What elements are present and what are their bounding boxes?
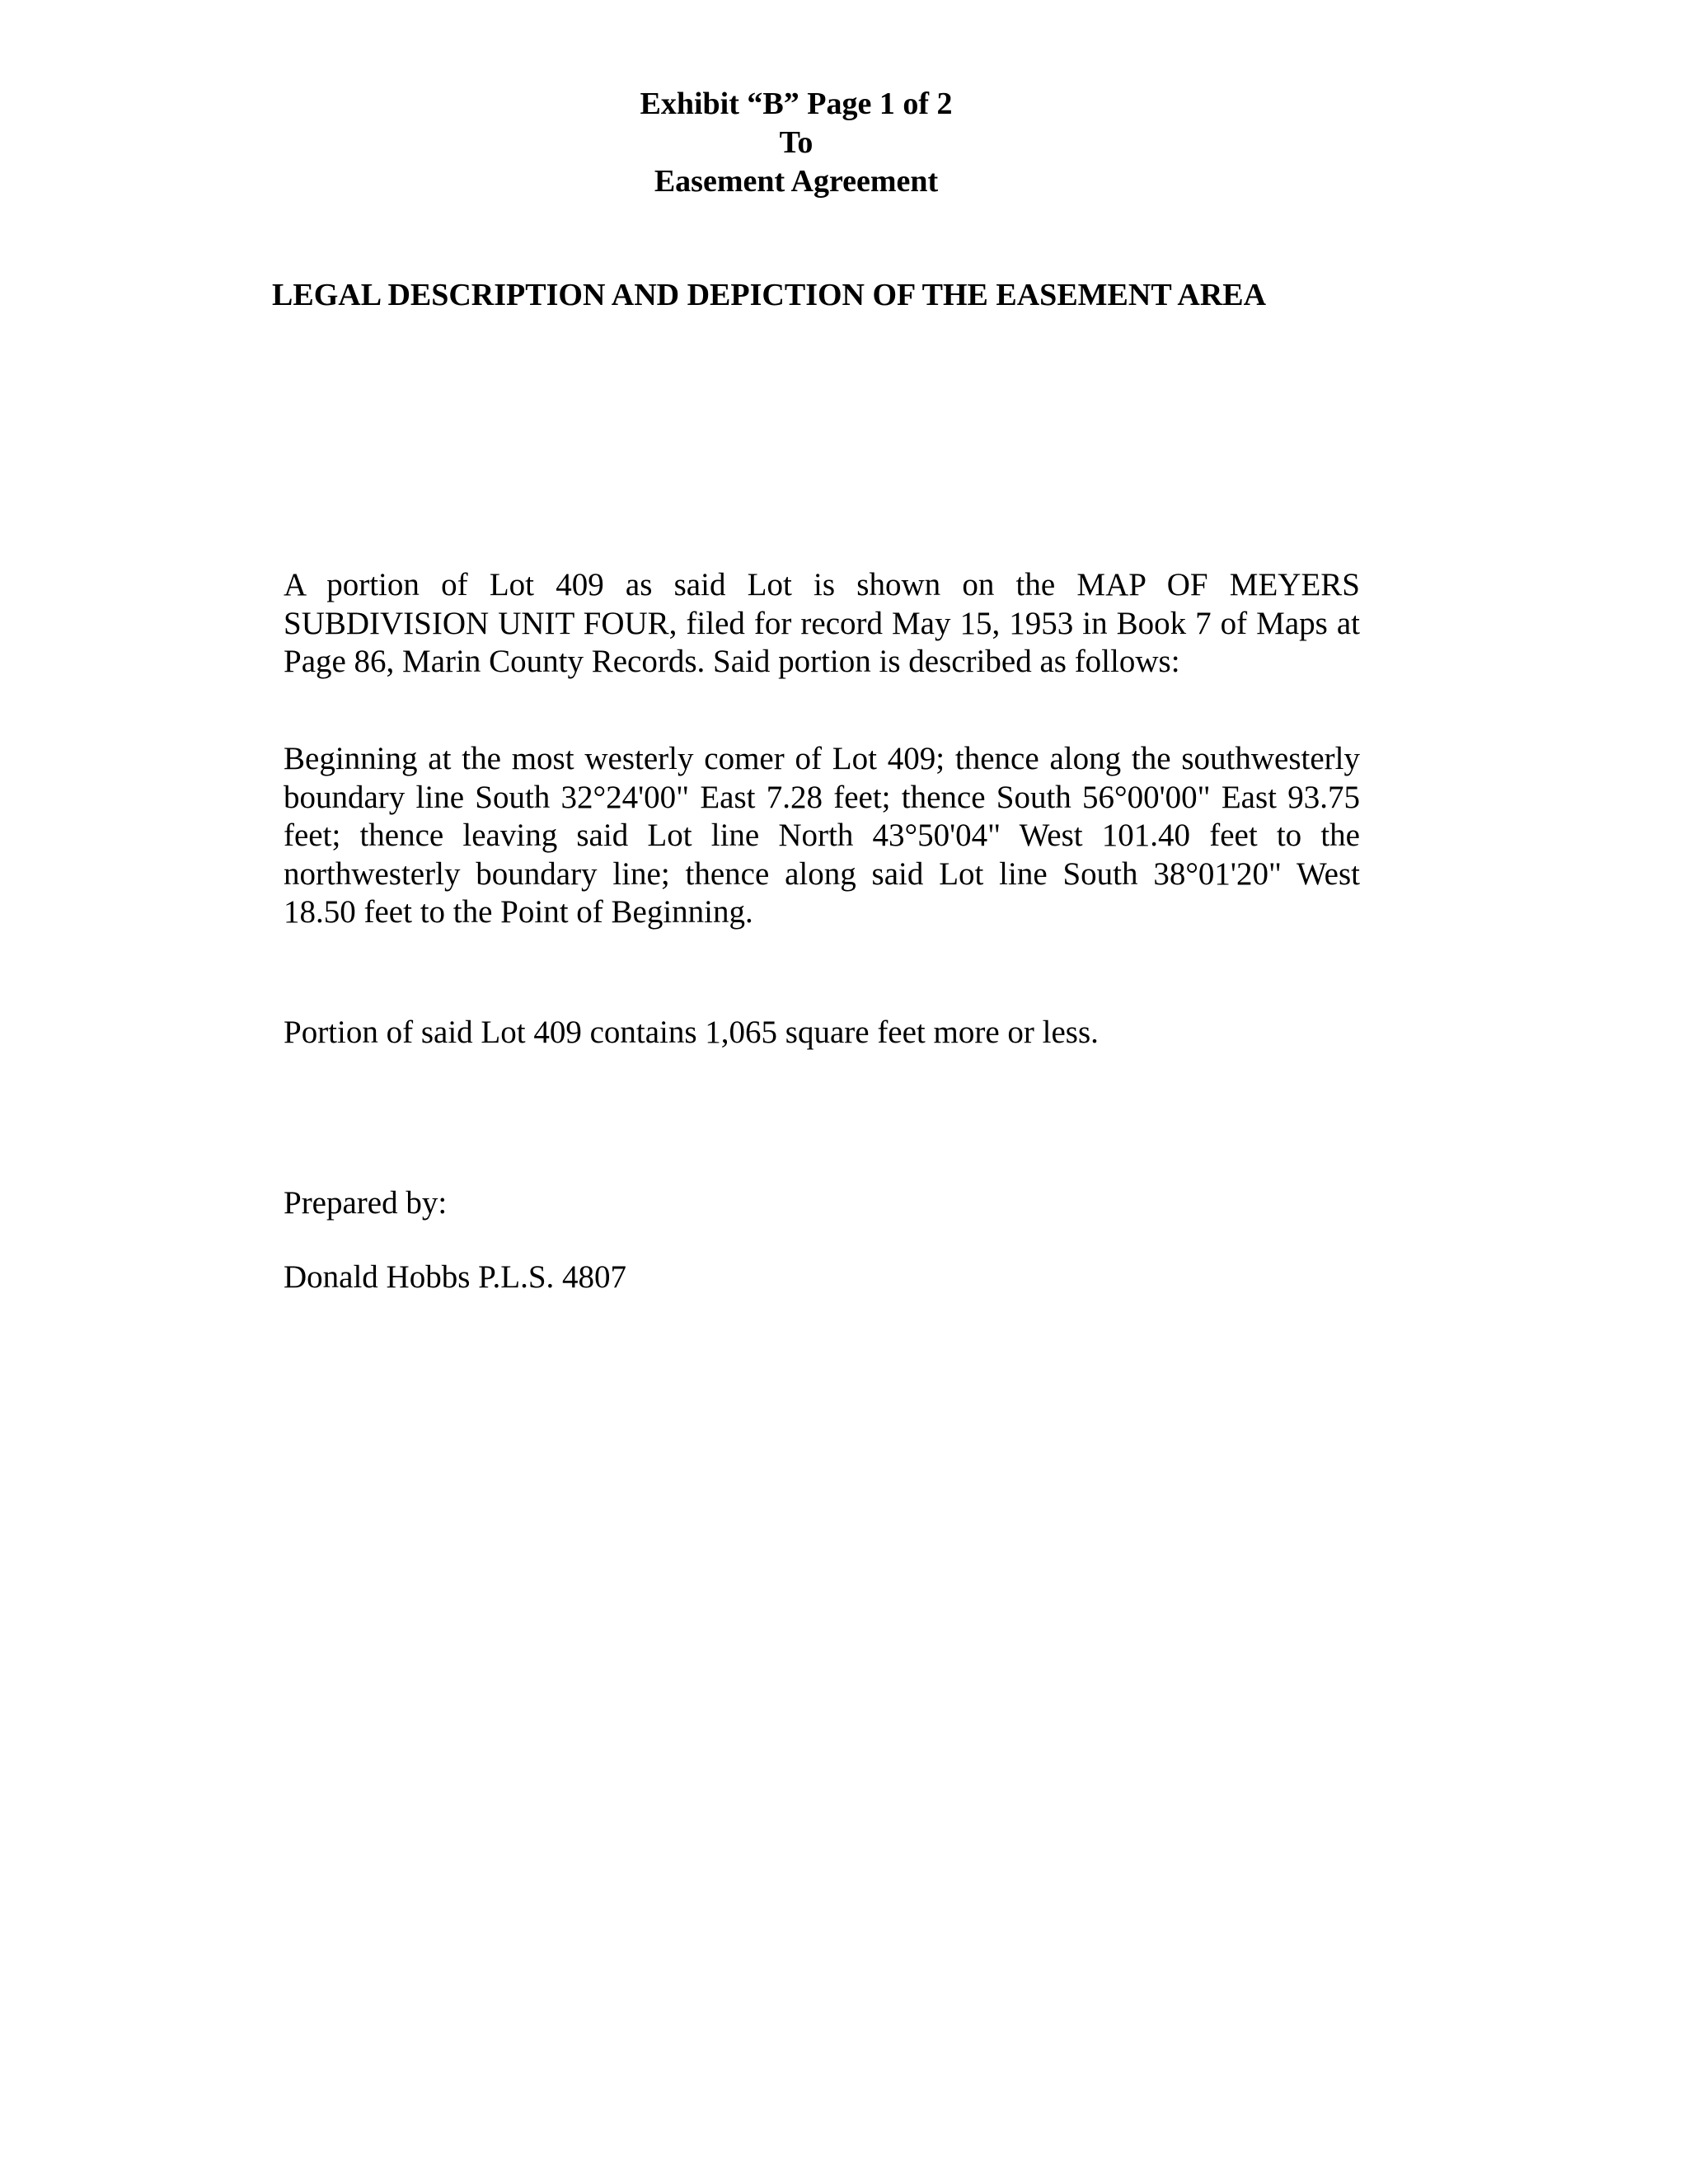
section-title: LEGAL DESCRIPTION AND DEPICTION OF THE EASEMENT AREA [272,278,1267,312]
exhibit-connector: To [779,125,814,160]
lot-reference-paragraph: A portion of Lot 409 as said Lot is shown on the MAP OF MEYERS SUBDIVISION UNIT FOUR, filed for record May 15, 1953 in Book 7 of Maps at Page 86, Marin County Records. Said portion is described as follows: [284,567,1360,679]
preparer-name: Donald Hobbs P.L.S. 4807 [284,1259,627,1295]
area-statement-paragraph: Portion of said Lot 409 contains 1,065 square feet more or less. [284,1015,1099,1050]
exhibit-title: Exhibit “B” Page 1 of 2 [640,87,953,121]
agreement-title: Easement Agreement [654,164,939,199]
boundary-description-paragraph: Beginning at the most westerly comer of Lot 409; thence along the southwesterly boundary line South 32°24'00" East 7.28 feet; thence South 56°00'00" East 93.75 feet; thence leaving said Lot line North 43°50'04" West 101.40 feet to the northwesterly boundary line; thence along said Lot line South 38°01'20" West 18.50 feet to the Point of Beginning. [284,741,1360,930]
prepared-by-label: Prepared by: [284,1185,448,1221]
exhibit-header [0,85,1592,201]
